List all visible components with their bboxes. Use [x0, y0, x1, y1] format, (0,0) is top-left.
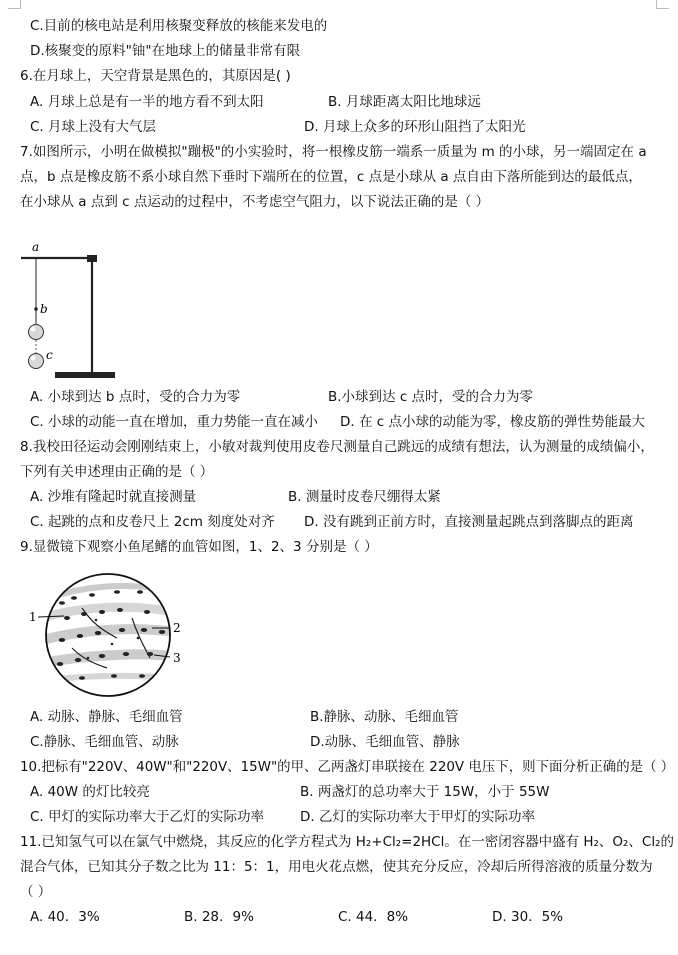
q10-option-b: B. 两盏灯的总功率大于 15W，小于 55W: [300, 784, 550, 800]
q8-option-a: A. 沙堆有隆起时就直接测量: [30, 489, 197, 505]
q11-option-a: A. 40．3%: [30, 909, 100, 925]
page-corner-mark-left: [8, 0, 21, 9]
q9-option-c: C.静脉、毛细血管、动脉: [30, 734, 179, 750]
q8-option-c: C. 起跳的点和皮卷尺上 2cm 刻度处对齐: [30, 514, 275, 530]
q11-option-d: D. 30．5%: [492, 909, 564, 925]
q7-label-c: c: [46, 348, 53, 362]
q6-option-d: D. 月球上众多的环形山阻挡了太阳光: [304, 119, 526, 135]
q7-option-c: C. 小球的动能一直在增加，重力势能一直在减小: [30, 414, 319, 430]
q11-option-b: B. 28．9%: [184, 909, 254, 925]
q7-support-base: [55, 372, 115, 378]
q5-option-d: D.核聚变的原料"铀"在地球上的储量非常有限: [30, 43, 301, 59]
q10-option-d: D. 乙灯的实际功率大于甲灯的实际功率: [300, 809, 535, 825]
q9-label-2: 2: [173, 621, 181, 635]
q8-option-d: D. 没有跳到正前方时，直接测量起跳点到落脚点的距离: [304, 514, 634, 530]
q7-ball-upper: [29, 325, 44, 340]
q9-option-a: A. 动脉、静脉、毛细血管: [30, 709, 183, 725]
q11-stem-line1: 11.已知氢气可以在氯气中燃烧，其反应的化学方程式为 H₂+Cl₂=2HCl。在一密闭容器中盛有 H₂、O₂、Cl₂的: [20, 834, 674, 850]
q9-option-d: D.动脉、毛细血管、静脉: [310, 734, 460, 750]
q7-stem-line3: 在小球从 a 点到 c 点运动的过程中，不考虑空气阻力，以下说法正确的是（ ）: [20, 194, 490, 210]
q7-point-b-dot: [34, 307, 38, 311]
q5-option-c: C.目前的核电站是利用核聚变释放的核能来发电的: [30, 18, 328, 34]
q7-support-clamp: [87, 255, 97, 262]
q8-stem-line1: 8.我校田径运动会刚刚结束上，小敏对裁判使用皮卷尺测量自己跳远的成绩有想法，认为测量的成绩偏小，: [20, 439, 654, 455]
q7-stem-line2: 点，b 点是橡皮筋不系小球自然下垂时下端所在的位置，c 点是小球从 a 点自由下落所能到达的最低点，: [20, 169, 642, 185]
q9-option-b: B.静脉、动脉、毛细血管: [310, 709, 459, 725]
q9-stem: 9.显微镜下观察小鱼尾鳍的血管如图，1、2、3 分别是（ ）: [20, 539, 378, 555]
q8-stem-line2: 下列有关申述理由正确的是（ ）: [20, 464, 214, 480]
q6-option-c: C. 月球上没有大气层: [30, 119, 157, 135]
q6-option-b: B. 月球距离太阳比地球远: [328, 94, 481, 110]
q9-vessel-group: [42, 586, 174, 680]
page-corner-mark-right: [656, 0, 669, 9]
q8-option-b: B. 测量时皮卷尺绷得太紧: [288, 489, 441, 505]
q11-stem-line2: 混合气体，已知其分子数之比为 11：5：1，用电火花点燃，使其充分反应，冷却后所得溶液的质量分数为: [20, 859, 653, 875]
q10-option-a: A. 40W 的灯比较亮: [30, 784, 150, 800]
q7-stem-line1: 7.如图所示，小明在做模拟"蹦极"的小实验时，将一根橡皮筋一端系一质量为 m 的小球，另一端固定在 a: [20, 144, 647, 160]
q7-label-a: a: [32, 240, 40, 254]
q10-stem: 10.把标有"220V、40W"和"220V、15W"的甲、乙两盏灯串联接在 220V 电压下，则下面分析正确的是（ ）: [20, 759, 675, 775]
q9-microscope-figure: [22, 568, 192, 703]
q7-bungee-figure: [15, 236, 125, 386]
q6-option-a: A. 月球上总是有一半的地方看不到太阳: [30, 94, 264, 110]
q6-stem: 6.在月球上，天空背景是黑色的，其原因是( ): [20, 68, 291, 84]
q9-label-1: 1: [29, 610, 37, 624]
q10-option-c: C. 甲灯的实际功率大于乙灯的实际功率: [30, 809, 265, 825]
q11-option-c: C. 44．8%: [338, 909, 409, 925]
q9-label-3: 3: [173, 651, 181, 665]
q11-stem-line3: （ ）: [20, 884, 52, 900]
q7-option-d: D. 在 c 点小球的动能为零，橡皮筋的弹性势能最大: [340, 414, 645, 430]
q9-vessel-lower-band: [42, 654, 174, 663]
q7-ball-highlight: [31, 327, 36, 332]
q7-option-a: A. 小球到达 b 点时，受的合力为零: [30, 389, 241, 405]
q7-ball-lower-highlight: [31, 356, 36, 361]
q7-option-b: B.小球到达 c 点时，受的合力为零: [328, 389, 534, 405]
q7-label-b: b: [40, 302, 48, 316]
q7-ball-lower: [29, 354, 44, 369]
